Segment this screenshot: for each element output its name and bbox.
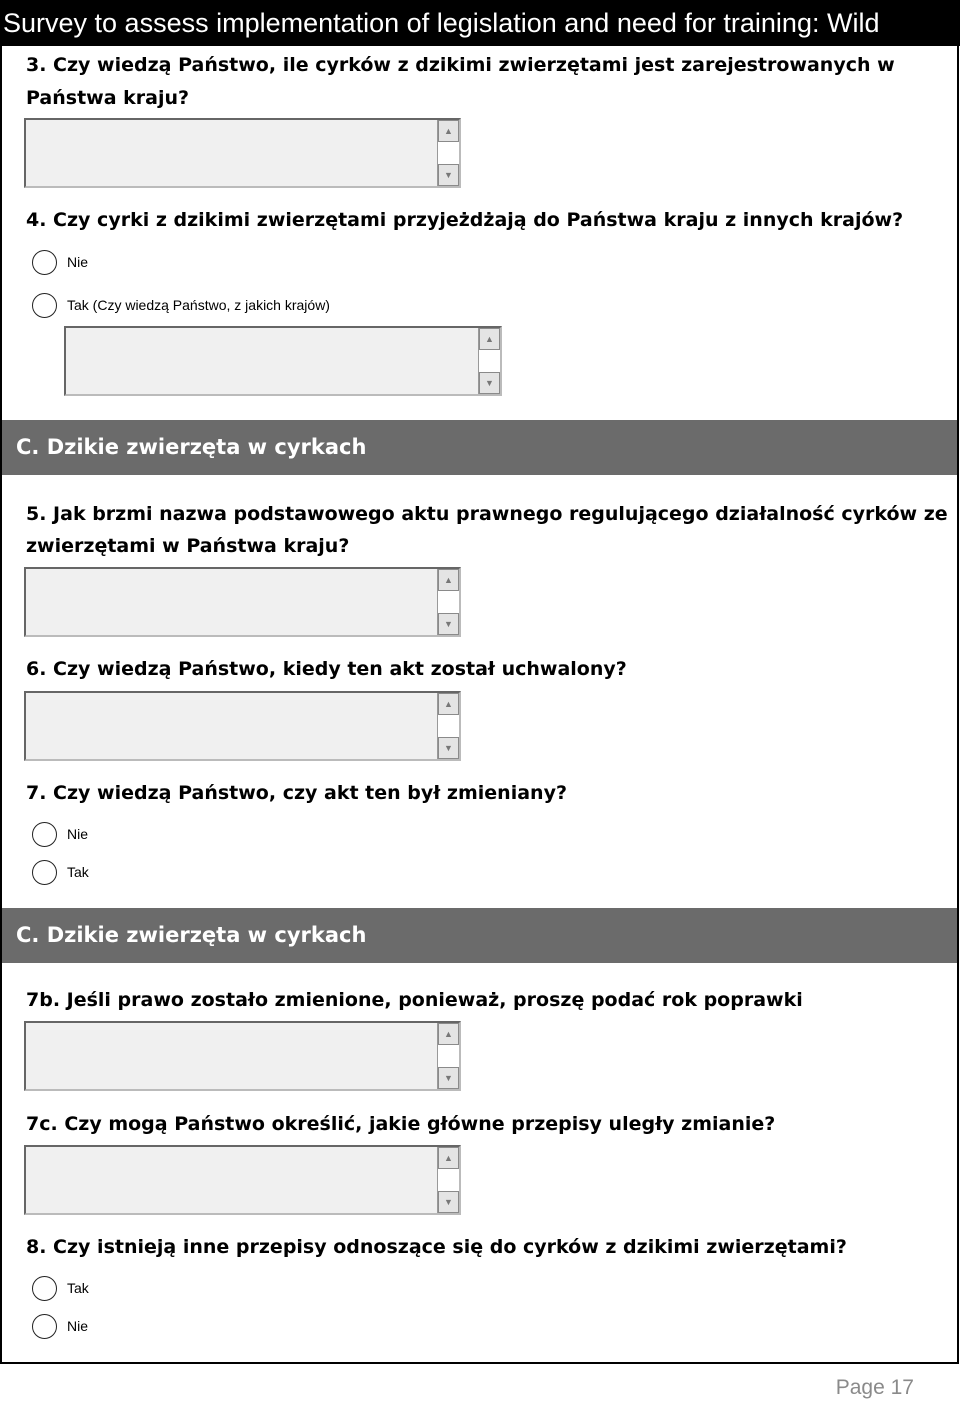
radio-label: Nie <box>67 254 89 270</box>
scroll-down-arrow-icon[interactable]: ▼ <box>438 1191 459 1213</box>
scroll-down-arrow-icon[interactable]: ▼ <box>438 613 459 635</box>
radio-label: Nie <box>67 1318 89 1334</box>
scroll-down-arrow-icon[interactable]: ▼ <box>438 1067 459 1089</box>
answer-scrollbar[interactable] <box>437 569 459 635</box>
question-6-text: 6. Czy wiedzą Państwo, kiedy ten akt został uchwalony? <box>26 658 627 680</box>
question-4-countries-field[interactable] <box>64 326 502 396</box>
scroll-up-arrow-icon[interactable]: ▲ <box>438 1147 459 1169</box>
scroll-up-arrow-icon[interactable]: ▲ <box>438 569 459 591</box>
radio-label: Tak <box>67 1280 89 1296</box>
question-8-text: 8. Czy istnieją inne przepisy odnoszące się do cyrków z dzikimi zwierzętami? <box>26 1236 847 1258</box>
radio-button[interactable] <box>32 860 57 885</box>
scroll-down-arrow-icon[interactable]: ▼ <box>479 372 500 394</box>
question-5-line-2: zwierzętami w Państwa kraju? <box>26 535 350 557</box>
question-7c-answer-field[interactable] <box>24 1145 461 1215</box>
answer-scrollbar[interactable] <box>437 120 459 186</box>
question-7c-text: 7c. Czy mogą Państwo określić, jakie główne przepisy uległy zmianie? <box>26 1113 776 1135</box>
answer-scrollbar[interactable] <box>437 693 459 759</box>
question-5-answer-field[interactable] <box>24 567 461 637</box>
radio-label: Tak <box>67 864 89 880</box>
scroll-down-arrow-icon[interactable]: ▼ <box>438 164 459 186</box>
question-6-answer-field[interactable] <box>24 691 461 761</box>
question-3-line-2: Państwa kraju? <box>26 87 190 109</box>
question-4-option-nie[interactable] <box>32 248 88 276</box>
question-4-text: 4. Czy cyrki z dzikimi zwierzętami przyjeżdżają do Państwa kraju z innych krajów? <box>26 209 904 231</box>
scroll-up-arrow-icon[interactable]: ▲ <box>438 120 459 142</box>
radio-button[interactable] <box>32 822 57 847</box>
radio-button[interactable] <box>32 1314 57 1339</box>
question-4-option-tak[interactable] <box>32 291 330 319</box>
section-header: C. Dzikie zwierzęta w cyrkach <box>2 420 957 475</box>
question-7-option-nie[interactable] <box>32 820 88 848</box>
question-8-option-nie[interactable] <box>32 1312 88 1340</box>
question-7-option-tak[interactable] <box>32 858 89 886</box>
question-7b-answer-field[interactable] <box>24 1021 461 1091</box>
radio-button[interactable] <box>32 1276 57 1301</box>
question-8-option-tak[interactable] <box>32 1274 89 1302</box>
scroll-up-arrow-icon[interactable]: ▲ <box>438 1023 459 1045</box>
question-3-line-1: 3. Czy wiedzą Państwo, ile cyrków z dzikimi zwierzętami jest zarejestrowanych w <box>26 54 895 76</box>
question-5-line-1: 5. Jak brzmi nazwa podstawowego aktu prawnego regulującego działalność cyrków ze <box>26 503 948 525</box>
radio-label: Nie <box>67 826 89 842</box>
page-number: Page 17 <box>835 1376 914 1399</box>
radio-button[interactable] <box>32 250 57 275</box>
scroll-down-arrow-icon[interactable]: ▼ <box>438 737 459 759</box>
question-3-answer-field[interactable] <box>24 118 461 188</box>
answer-scrollbar[interactable] <box>478 328 500 394</box>
scroll-up-arrow-icon[interactable]: ▲ <box>479 328 500 350</box>
question-7-text: 7. Czy wiedzą Państwo, czy akt ten był zmieniany? <box>26 782 567 804</box>
page-header-title: Survey to assess implementation of legislation and need for training: Wild <box>0 0 960 46</box>
section-header: C. Dzikie zwierzęta w cyrkach <box>2 908 957 963</box>
radio-label: Tak (Czy wiedzą Państwo, z jakich krajów) <box>67 297 330 313</box>
radio-button[interactable] <box>32 293 57 318</box>
question-7b-text: 7b. Jeśli prawo zostało zmienione, ponieważ, proszę podać rok poprawki <box>26 989 803 1011</box>
scroll-up-arrow-icon[interactable]: ▲ <box>438 693 459 715</box>
answer-scrollbar[interactable] <box>437 1023 459 1089</box>
answer-scrollbar[interactable] <box>437 1147 459 1213</box>
